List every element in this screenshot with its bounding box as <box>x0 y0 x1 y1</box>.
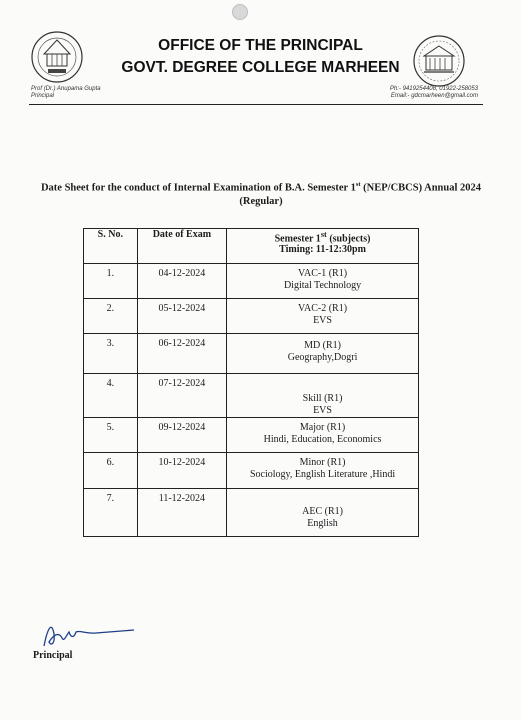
table-row <box>84 299 419 334</box>
row-subject: Major (R1) <box>299 422 346 433</box>
office-title: OFFICE OF THE PRINCIPAL <box>158 37 363 54</box>
principal-name: Prof (Dr.) Anupama Gupta <box>31 86 101 92</box>
signature-label: Principal <box>33 650 73 661</box>
row-subject: AEC (R1) <box>302 506 343 517</box>
row-subject: MD (R1) <box>304 340 342 351</box>
row-sno: 3. <box>106 338 115 349</box>
row-subject: Minor (R1) <box>299 457 346 468</box>
timing-label: Timing: 11-12:30pm <box>279 244 366 256</box>
table-row <box>84 264 419 299</box>
row-date: 11-12-2024 <box>158 493 206 504</box>
email-address: Email:- gdcmarheen@gmail.com <box>390 93 478 99</box>
principal-contact <box>31 86 101 100</box>
row-detail: English <box>307 518 338 529</box>
table-row <box>84 334 419 374</box>
row-date: 10-12-2024 <box>158 457 206 468</box>
row-detail: EVS <box>313 405 332 416</box>
row-detail: Sociology, English Literature ,Hindi <box>249 469 396 480</box>
row-date: 09-12-2024 <box>158 422 206 433</box>
row-detail: Hindi, Education, Economics <box>263 434 382 445</box>
row-date: 06-12-2024 <box>158 338 206 349</box>
row-date: 07-12-2024 <box>158 378 206 389</box>
table-row <box>84 489 419 537</box>
row-subject: VAC-2 (R1) <box>298 303 348 314</box>
row-detail: EVS <box>313 315 332 326</box>
row-sno: 2. <box>106 303 115 314</box>
table-row <box>84 453 419 489</box>
row-subject: VAC-1 (R1) <box>298 268 348 279</box>
row-sno: 5. <box>106 422 115 433</box>
table-row <box>84 418 419 453</box>
college-contact <box>390 86 478 100</box>
header-subjects: Semester 1st (subjects) Timing: 11-12:30pm <box>227 229 419 264</box>
college-name: GOVT. DEGREE COLLEGE MARHEEN <box>121 59 400 76</box>
header-divider <box>29 104 483 105</box>
heading-superscript: st <box>355 181 361 188</box>
row-date: 05-12-2024 <box>158 303 206 314</box>
heading-part2: (NEP/CBCS) Annual 2024 (Regular) <box>239 182 482 207</box>
row-date: 04-12-2024 <box>158 268 206 279</box>
row-detail: Digital Technology <box>283 280 362 291</box>
row-sno: 1. <box>106 268 115 279</box>
principal-role: Principal <box>31 93 55 99</box>
row-subject: Skill (R1) <box>302 393 343 404</box>
heading-part1: Date Sheet for the conduct of Internal Examination of B.A. Semester 1 <box>40 182 356 194</box>
header-sno: S. No. <box>84 229 138 264</box>
row-sno: 4. <box>106 378 115 389</box>
table-header-row <box>84 229 419 264</box>
row-sno: 6. <box>106 457 115 468</box>
exam-schedule-table <box>83 228 419 537</box>
row-sno: 7. <box>106 493 115 504</box>
punch-hole <box>232 4 248 20</box>
date-sheet-heading <box>22 178 500 208</box>
header-date: Date of Exam <box>137 229 226 264</box>
table-row <box>84 374 419 418</box>
row-detail: Geography,Dogri <box>287 352 358 363</box>
phone-number: Ph:- 9419254408, 01922-258053 <box>389 86 478 92</box>
